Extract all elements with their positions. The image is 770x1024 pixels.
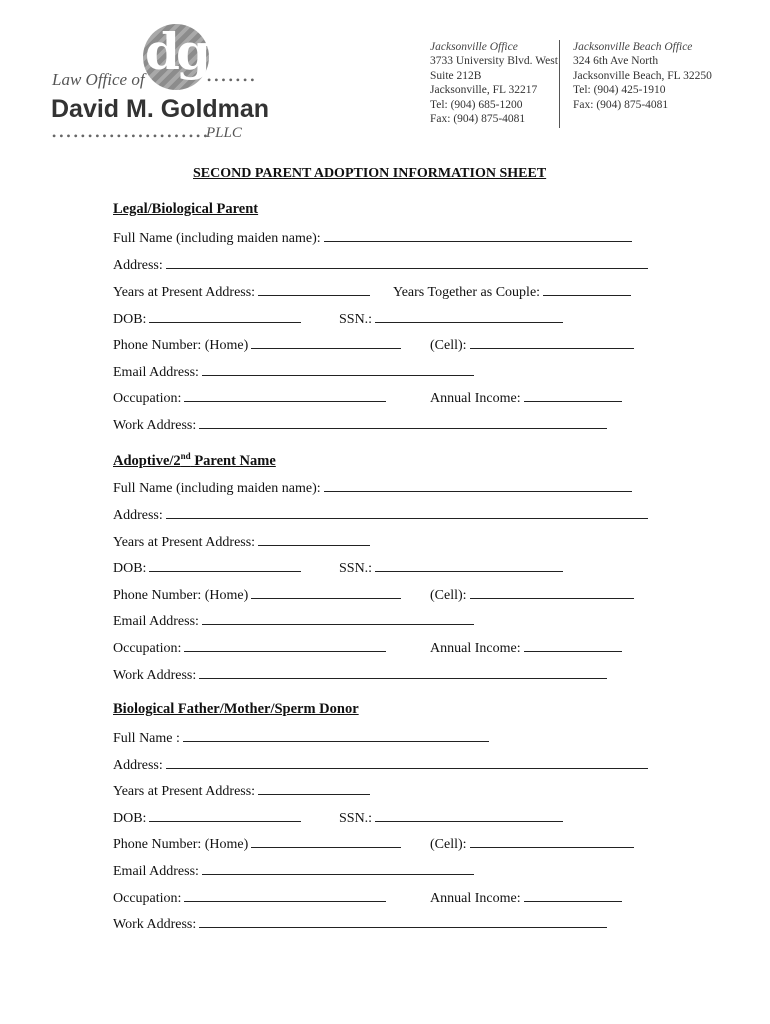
field-label: Email Address: — [113, 365, 199, 380]
jacksonville-beach-office-block — [573, 40, 712, 112]
occupation-blank[interactable] — [184, 889, 386, 902]
field-label: Occupation: — [113, 641, 182, 656]
field-label: Years at Present Address: — [113, 784, 256, 799]
address-blank[interactable] — [166, 256, 648, 269]
work-address-blank[interactable] — [199, 666, 607, 679]
work-address-blank[interactable] — [199, 915, 607, 928]
field-label: Full Name (including maiden name): — [113, 231, 321, 246]
income-blank[interactable] — [524, 639, 622, 652]
field-label: Years at Present Address: — [113, 285, 256, 300]
years-present-field — [113, 283, 370, 301]
ssn-blank[interactable] — [375, 559, 563, 572]
heading-superscript: nd — [180, 451, 191, 461]
jacksonville-office-block — [430, 40, 558, 126]
field-label: Address: — [113, 258, 163, 273]
address-field — [113, 256, 648, 274]
field-label: Address: — [113, 758, 163, 773]
work-address-blank[interactable] — [199, 416, 607, 429]
office-line: Jacksonville Beach, FL 32250 — [573, 69, 712, 82]
full-name-blank[interactable] — [324, 229, 632, 242]
ssn-blank[interactable] — [375, 310, 563, 323]
address-blank[interactable] — [166, 506, 648, 519]
income-field — [430, 889, 622, 907]
cell-blank[interactable] — [470, 586, 634, 599]
cell-field — [430, 835, 634, 853]
field-label: Years Together as Couple: — [393, 285, 541, 300]
field-label: Annual Income: — [430, 891, 521, 906]
phone-home-blank[interactable] — [251, 586, 401, 599]
occupation-field — [113, 889, 386, 907]
field-label: Phone Number: (Home) — [113, 837, 249, 852]
occupation-field — [113, 389, 386, 407]
income-blank[interactable] — [524, 389, 622, 402]
cell-blank[interactable] — [470, 336, 634, 349]
full-name-field — [113, 229, 632, 247]
field-label: Work Address: — [113, 917, 197, 932]
heading-text: Parent Name — [190, 452, 276, 469]
law-office-of-label: Law Office of — [52, 70, 145, 89]
income-blank[interactable] — [524, 889, 622, 902]
email-blank[interactable] — [202, 862, 474, 875]
logo-dots-top: ••••••• — [207, 73, 258, 87]
phone-home-blank[interactable] — [251, 336, 401, 349]
heading-text: Adoptive/2 — [113, 452, 181, 469]
cell-blank[interactable] — [470, 835, 634, 848]
section-heading-legal-parent: Legal/Biological Parent — [113, 201, 259, 217]
field-label: Phone Number: (Home) — [113, 338, 249, 353]
field-label: Annual Income: — [430, 641, 521, 656]
email-blank[interactable] — [202, 363, 474, 376]
dob-field — [113, 310, 301, 328]
field-label: SSN.: — [339, 312, 373, 327]
occupation-field — [113, 639, 386, 657]
firm-logo-letters: dg — [145, 22, 207, 81]
field-label: Annual Income: — [430, 391, 521, 406]
dob-blank[interactable] — [149, 559, 301, 572]
field-label: Full Name : — [113, 731, 180, 746]
work-address-field — [113, 666, 607, 684]
field-label: Full Name (including maiden name): — [113, 481, 321, 496]
office-line: Fax: (904) 875-4081 — [573, 98, 669, 111]
full-name-blank[interactable] — [324, 479, 632, 492]
field-label: SSN.: — [339, 561, 373, 576]
field-label: DOB: — [113, 312, 147, 327]
full-name-field — [113, 729, 489, 747]
ssn-field — [339, 809, 563, 827]
occupation-blank[interactable] — [184, 639, 386, 652]
firm-suffix: PLLC — [206, 125, 242, 141]
firm-name: David M. Goldman — [51, 95, 270, 123]
form-title: SECOND PARENT ADOPTION INFORMATION SHEET — [193, 166, 547, 181]
field-label: (Cell): — [430, 588, 467, 603]
office-line: Jacksonville, FL 32217 — [430, 84, 538, 97]
ssn-field — [339, 310, 563, 328]
email-field — [113, 862, 474, 880]
field-label: Occupation: — [113, 391, 182, 406]
full-name-blank[interactable] — [183, 729, 489, 742]
occupation-blank[interactable] — [184, 389, 386, 402]
income-field — [430, 389, 622, 407]
address-field — [113, 506, 648, 524]
office-line: 324 6th Ave North — [573, 55, 659, 68]
work-address-field — [113, 915, 607, 933]
logo-dots-bottom: •••••••••••••••••••••• — [52, 129, 211, 143]
field-label: SSN.: — [339, 811, 373, 826]
section-heading-adoptive-parent — [113, 451, 276, 470]
field-label: Work Address: — [113, 418, 197, 433]
email-field — [113, 612, 474, 630]
field-label: Years at Present Address: — [113, 535, 256, 550]
dob-field — [113, 809, 301, 827]
phone-home-field — [113, 336, 401, 354]
field-label: Work Address: — [113, 668, 197, 683]
field-label: DOB: — [113, 561, 147, 576]
dob-blank[interactable] — [149, 310, 301, 323]
cell-field — [430, 336, 634, 354]
years-present-blank[interactable] — [258, 533, 370, 546]
dob-blank[interactable] — [149, 809, 301, 822]
field-label: Email Address: — [113, 614, 199, 629]
phone-home-field — [113, 586, 401, 604]
phone-home-blank[interactable] — [251, 835, 401, 848]
dob-field — [113, 559, 301, 577]
office-line: Fax: (904) 875-4081 — [430, 113, 526, 126]
years-together-field — [393, 283, 631, 301]
field-label: Address: — [113, 508, 163, 523]
field-label: (Cell): — [430, 338, 467, 353]
ssn-field — [339, 559, 563, 577]
section-heading-biological-donor: Biological Father/Mother/Sperm Donor — [113, 701, 359, 717]
address-field — [113, 756, 648, 774]
field-label: Email Address: — [113, 864, 199, 879]
ssn-blank[interactable] — [375, 809, 563, 822]
years-present-blank[interactable] — [258, 283, 370, 296]
income-field — [430, 639, 622, 657]
work-address-field — [113, 416, 607, 434]
full-name-field — [113, 479, 632, 497]
field-label: DOB: — [113, 811, 147, 826]
email-blank[interactable] — [202, 612, 474, 625]
phone-home-field — [113, 835, 401, 853]
field-label: Occupation: — [113, 891, 182, 906]
office-divider — [559, 40, 560, 128]
cell-field — [430, 586, 634, 604]
years-present-blank[interactable] — [258, 782, 370, 795]
address-blank[interactable] — [166, 756, 648, 769]
email-field — [113, 363, 474, 381]
field-label: Phone Number: (Home) — [113, 588, 249, 603]
years-present-field — [113, 533, 370, 551]
office-line: Tel: (904) 425-1910 — [573, 84, 666, 97]
office-heading: Jacksonville Beach Office — [573, 41, 693, 53]
years-together-blank[interactable] — [543, 283, 631, 296]
field-label: (Cell): — [430, 837, 467, 852]
office-line: Tel: (904) 685-1200 — [430, 98, 523, 111]
office-heading: Jacksonville Office — [430, 41, 518, 53]
office-line: 3733 University Blvd. West — [430, 55, 558, 68]
office-line: Suite 212B — [430, 69, 482, 82]
years-present-field — [113, 782, 370, 800]
